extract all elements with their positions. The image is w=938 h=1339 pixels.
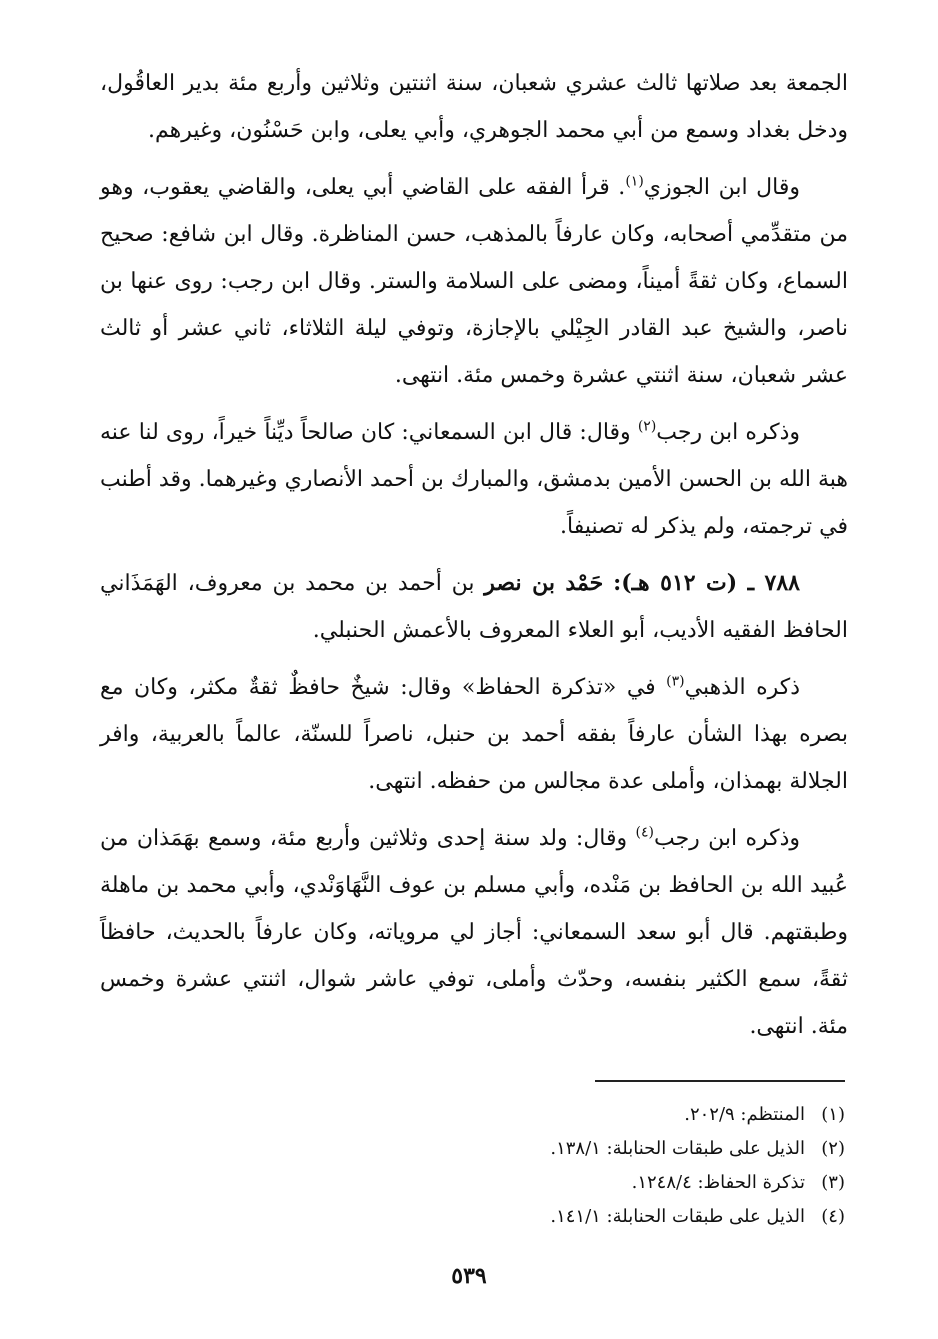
footnote-divider	[595, 1080, 845, 1082]
footnote-reference[interactable]: (١)	[625, 173, 644, 190]
paragraph-text-start: وذكره ابن رجب	[653, 826, 801, 851]
footnote-item	[425, 1200, 845, 1234]
footnote-item	[425, 1166, 845, 1200]
paragraph-ibn-rajab	[100, 409, 848, 550]
footnote-reference[interactable]: (٤)	[635, 824, 654, 841]
entry-name: حَمْد بن نصر	[484, 570, 604, 596]
paragraph-text-start: ذكره الذهبي	[684, 675, 801, 700]
footnote-number: (٢)	[821, 1138, 845, 1159]
paragraph-text-rest: . قرأ الفقه على القاضي أبي يعلى، والقاضي يعقوب، وهو من متقدِّمي أصحابه، وكان عارفاً بالمذهب، حسن المناظرة. وقال ابن شافع: صحيح السماع، وكان ثقةً أميناً، ومضى على السلامة والستر. وقال ابن رجب: روى عنها بن ناصر، والشيخ عبد القادر الجِيْلي بالإجازة، وتوفي ليلة الثلاثاء، ثاني عشر أو ثالث عشر شعبان، سنة اثنتي عشرة وخمس مئة. انتهى.	[100, 175, 848, 388]
paragraph-text-start: وقال ابن الجوزي	[643, 175, 800, 200]
footnote-text: الذيل على طبقات الحنابلة: ١٣٨/١.	[550, 1138, 805, 1159]
entry-heading-paragraph	[100, 560, 848, 654]
footnote-reference[interactable]: (٣)	[666, 673, 685, 690]
paragraph-ibn-rajab-second	[100, 815, 848, 1050]
paragraph-text-start: وذكره ابن رجب	[656, 420, 800, 445]
footnote-number: (٣)	[821, 1172, 845, 1193]
footnotes-section	[425, 1098, 845, 1234]
body-text	[100, 60, 848, 1060]
paragraph-text: الجمعة بعد صلاتها ثالث عشري شعبان، سنة اثنتين وثلاثين وأربع مئة بدير العاقُول، ودخل بغداد وسمع من أبي محمد الجوهري، وأبي يعلى، وابن حَسْنُون، وغيرهم.	[100, 71, 848, 143]
paragraph-text-rest: وقال: قال ابن السمعاني: كان صالحاً ديِّناً خيراً، روى لنا عنه هبة الله بن الحسن الأمين بدمشق، والمبارك بن أحمد الأنصاري وغيرهما. وقد أطنب في ترجمته، ولم يذكر له تصنيفاً.	[100, 420, 848, 539]
footnote-number: (٤)	[821, 1206, 845, 1227]
paragraph-dhahabi	[100, 664, 848, 805]
entry-description: بن أحمد بن محمد بن معروف، الهَمَذَاني الحافظ الفقيه الأديب، أبو العلاء المعروف بالأعمش الحنبلي.	[100, 571, 848, 643]
footnote-text: المنتظم: ٢٠٢/٩.	[684, 1104, 805, 1125]
footnote-reference[interactable]: (٢)	[637, 418, 657, 435]
paragraph-text-rest: وقال: ولد سنة إحدى وثلاثين وأربع مئة، وسمع بهَمَذان من عُبيد الله بن الحافظ بن مَنْده، وأبي مسلم بن عوف النَّهَاوَنْدي، وأبي محمد بن ماهلة وطبقتهم. قال أبو سعد السمعاني: أجاز لي مروياته، وكان عارفاً بالحديث، حافظاً ثقةً، سمع الكثير بنفسه، وحدّث وأملى، توفي عاشر شوال، اثنتي عشرة وخمس مئة. انتهى.	[100, 826, 848, 1039]
footnote-text: الذيل على طبقات الحنابلة: ١٤١/١.	[550, 1206, 805, 1227]
footnote-item	[425, 1098, 845, 1132]
entry-number: ٧٨٨ ـ (ت ٥١٢ هـ):	[613, 570, 800, 596]
paragraph-ibn-al-jawzi	[100, 164, 848, 399]
footnote-number: (١)	[821, 1104, 845, 1125]
page-number: ٥٣٩	[451, 1263, 487, 1289]
paragraph-text-rest: في «تذكرة الحفاظ» وقال: شيخٌ حافظٌ ثقةٌ مكثر، وكان مع بصره بهذا الشأن عارفاً بفقه أحمد بن حنبل، ناصراً للسنّة، عالماً بالعربية، وافر الجلالة بهمذان، وأملى عدة مجالس من حفظه. انتهى.	[100, 675, 848, 794]
footnote-item	[425, 1132, 845, 1166]
footnote-text: تذكرة الحفاظ: ١٢٤٨/٤.	[631, 1172, 805, 1193]
paragraph-continuation	[100, 60, 848, 154]
